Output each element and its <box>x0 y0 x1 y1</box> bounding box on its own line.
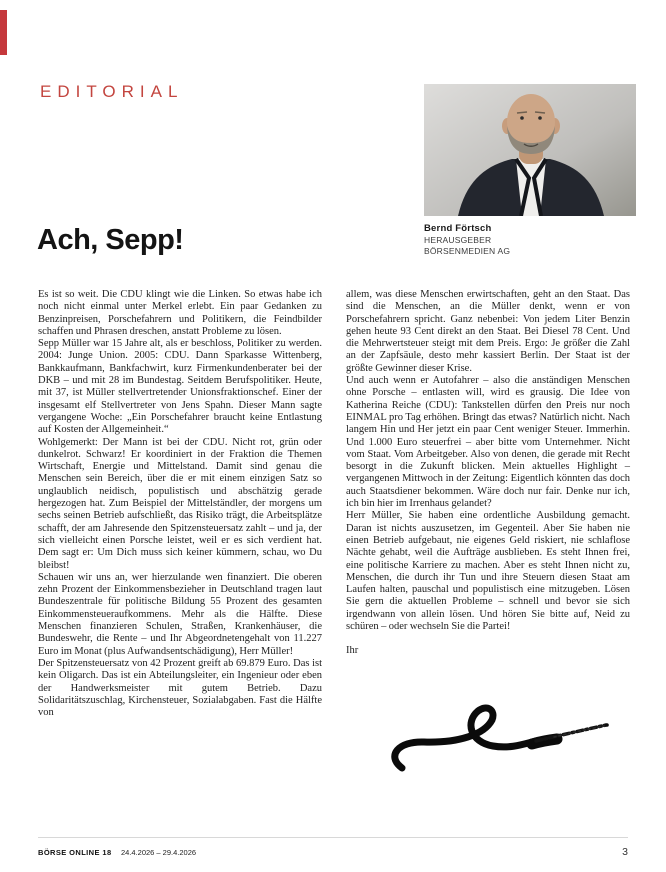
magazine-issue: BÖRSE ONLINE 18 <box>38 848 112 857</box>
issue-date-range: 24.4.2026 – 29.4.2026 <box>120 848 197 857</box>
article-body <box>38 289 630 719</box>
author-role: HERAUSGEBER <box>424 235 492 245</box>
closing-salutation: Ihr <box>346 645 359 657</box>
paragraph: Herr Müller, Sie haben eine ordentliche Ausbildung gemacht. Daran ist nichts auszusetzen, im Gegenteil. Aber Sie haben nie einen Betrieb aufgebaut, nie eigenes Geld riskiert, nie schlaflose Nächte gehabt, weil die Aufträge ausblieben. Es steht Ihnen frei, eine politische Karriere zu machen. Aber es steht Ihnen nicht zu, Menschen, die durch ihr Tun und ihre Steuern diesen Staat am Laufen halten, pauschal und populistisch eine mitzugeben. Lösen Sie gern die aktuellen Probleme – schnell und bevor sie sich irgendwann von allein lösen. Und hören Sie bitte auf, Neid zu schüren – oder wechseln Sie die Partei! <box>346 510 630 633</box>
paragraph: allem, was diese Menschen erwirtschaften, geht an den Staat. Das sind die Menschen, an die Müller denkt, wenn er von Porschefahrern spricht. Ganz nebenbei: Von jedem Liter Benzin gehen heute 93 Cent direkt an den Staat. Bei Diesel 78 Cent. Und die Mehrwertsteuer steigt mit dem Preis. Ergo: Je größer die Zahl an der Zapfsäule, desto mehr kassiert Berlin. Der Staat ist der größte Gewinner dieser Krise. <box>346 289 630 374</box>
handwritten-signature <box>386 700 618 782</box>
author-name: Bernd Förtsch <box>424 223 492 234</box>
paragraph: Der Spitzensteuersatz von 42 Prozent greift ab 69.879 Euro. Das ist kein Oligarch. Das ist ein Abteilungsleiter, ein Ingenieur oder eben der Handwerksmeister mit gutem Betrieb. Dazu Solidaritätszuschlag, Kirchensteuer, Sozialabgaben. Fast die Hälfte von <box>38 657 322 719</box>
signature-image <box>386 700 618 782</box>
article-headline: Ach, Sepp! <box>37 224 184 256</box>
article-column-1 <box>38 289 322 719</box>
author-photo <box>424 84 636 216</box>
paragraph: Es ist so weit. Die CDU klingt wie die Linken. So etwas habe ich noch nicht einmal unter Merkel erlebt. Ein paar Gedanken zu Benzinpreisen, Porschefahrern und Politikern, die Feindbilder schaffen und Phrasen dreschen, anstatt Probleme zu lösen. <box>38 289 322 337</box>
page-number: 3 <box>622 846 628 858</box>
paragraph: Schauen wir uns an, wer hierzulande wen finanziert. Die oberen zehn Prozent der Einkommensbezieher in Deutschland tragen laut Bundeszentrale für politische Bildung 55 Prozent des gesamten Einkommensteueraufkommens. Mehr als die Hälfte. Diese Menschen finanzieren Schulen, Straßen, Krankenhäuser, die Bundeswehr, die Rente – und Ihr Abgeordnetengehalt von 11.227 Euro im Monat (plus Aufwandsentschädigung), Herr Müller! <box>38 571 322 657</box>
paragraph: Sepp Müller war 15 Jahre alt, als er beschloss, Politiker zu werden. 2004: Junge Union. 2005: CDU. Dann Sparkasse Wittenberg, Bankkaufmann, Bankfachwirt, kurz Firmenkundenberater bei der DKB – und mit 28 im Bundestag. Seitdem Berufspolitiker. Heute, mit 37, ist Müller stellvertretender Unionsfraktionschef. Einer der insgesamt elf Stellvertreter von Jens Spahn. Dieser Mann sagte vergangene Woche: „Ein Porschefahrer braucht keine Entlastung auf Kosten der Allgemeinheit.“ <box>38 338 322 436</box>
portrait-illustration <box>424 84 636 216</box>
section-edge-marker <box>0 10 7 55</box>
issue-info <box>38 842 196 860</box>
article-column-2 <box>346 289 630 719</box>
author-caption <box>424 223 510 257</box>
footer-divider <box>38 837 628 838</box>
paragraph: Und auch wenn er Autofahrer – also die anständigen Menschen ohne Porsche – entlasten will, wird es grausig. Die Idee von Katherina Reiche (CDU): Tankstellen dürfen den Preis nur noch EINMAL pro Tag erhöhen. Bringt das etwas? Natürlich nicht. Nach langem Hin und Her jetzt ein paar Cent weniger Steuer. Immerhin. Und 1.000 Euro steuerfrei – aber bitte vom Unternehmer. Nicht vom Staat. Vom Arbeitgeber. Also von denen, die gerade mit Recht besorgt in die Zukunft blicken. Mein aktuelles Highlight – vergangenen Mittwoch in der Zeitung: Eigentlich könnten das doch auch Staatsdiener bekommen. Wäre doch nur fair. Denke nur ich, ich bin hier im Irrenhaus gelandet? <box>346 375 630 510</box>
section-label: EDITORIAL <box>40 82 184 101</box>
page-footer <box>38 842 628 860</box>
paragraph: Wohlgemerkt: Der Mann ist bei der CDU. Nicht rot, grün oder dunkelrot. Schwarz! Er koordiniert in der Fraktion die Themen Wirtschaft, Energie und Mittelstand. Damit sind genau die Menschen sein Bereich, über die er mit einem einzigen Satz so unglaublich neidisch, populistisch und abschätzig gerade hergezogen hat. Zum Beispiel der Mittelständler, der morgens um sechs seinen Betrieb aufschließt, das Risiko trägt, die Arbeitsplätze schafft, der am Jahresende den Spitzensteuersatz zahlt – und ja, der sich vielleicht einen Porsche leistet, weil er es sich verdient hat. Dem sagt er: Um Dich muss sich keiner kümmern, schau, wo Du bleibst! <box>38 436 322 571</box>
author-organization: BÖRSENMEDIEN AG <box>424 246 511 256</box>
